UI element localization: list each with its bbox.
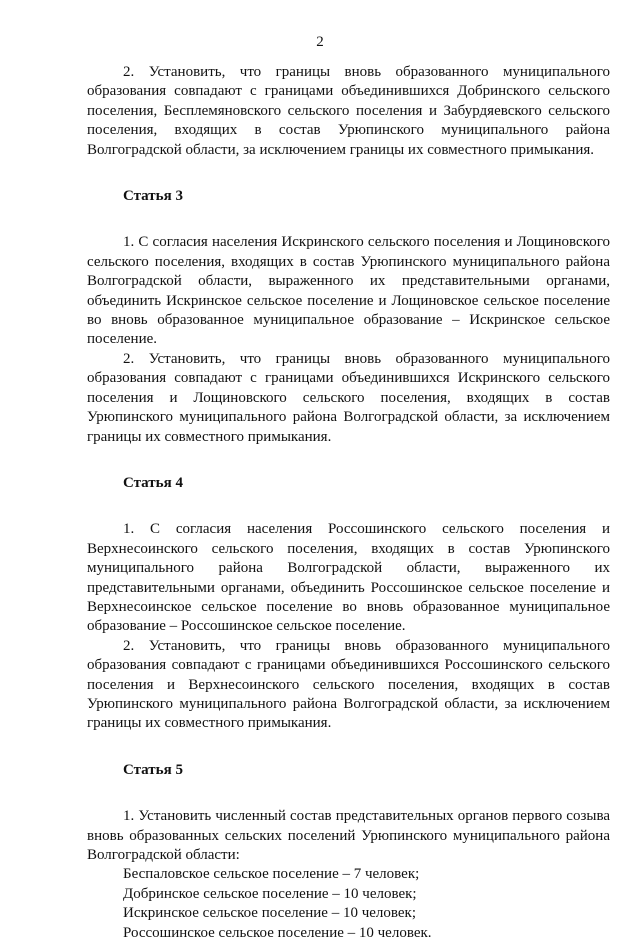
list-item-rossoshinskoe: Россошинское сельское поселение – 10 человек.: [123, 924, 432, 941]
document-body: [87, 63, 610, 943]
article-4-paragraph-1: 1. С согласия населения Россошинского сельского поселения и Верхнесоинского сельского поселения, входящих в состав Урюпинского муниципального района Волгоградской области, выраженного их представительными органами, объединить Россошинское сельское поселение и Верхнесоинское сельское поселение во вновь образованное муниципальное образование – Россошинское сельское поселение.: [87, 521, 610, 635]
page-number: 2: [316, 34, 324, 50]
article-3-heading: Статья 3: [123, 188, 183, 205]
list-item-iskrinskoe: Искринское сельское поселение – 10 человек;: [123, 905, 417, 922]
article-4-paragraph-2: 2. Установить, что границы вновь образованного муниципального образования совпадают с границами объединившихся Россошинского сельского поселения и Верхнесоинского сельского поселения, входящих в состав Урюпинского муниципального района Волгоградской области, за исключением границы их совместного примыкания.: [87, 637, 610, 732]
article-2-paragraph-2: 2. Установить, что границы вновь образованного муниципального образования совпадают с границами объединившихся Добринского сельского поселения, Бесплемяновского сельского поселения и Забурдяевского сельского поселения, входящих в состав Урюпинского муниципального района Волгоградской области, за исключением границы их совместного примыкания.: [87, 64, 610, 158]
article-5-paragraph-1: 1. Установить численный состав представительных органов первого созыва вновь образованных сельских поселений Урюпинского муниципального района Волгоградской области:: [87, 808, 610, 863]
article-4-heading: Статья 4: [123, 474, 183, 491]
article-3-paragraph-2: 2. Установить, что границы вновь образованного муниципального образования совпадают с границами объединившихся Искринского сельского поселения и Лощиновского сельского поселения, входящих в состав Урюпинского муниципального района Волгоградской области, за исключением границы их совместного примыкания.: [87, 350, 610, 445]
article-5-heading: Статья 5: [123, 761, 183, 778]
list-item-bespalovskoe: Беспаловское сельское поселение – 7 человек;: [123, 866, 420, 883]
list-item-dobrinskoe: Добринское сельское поселение – 10 человек;: [123, 885, 417, 902]
article-3-paragraph-1: 1. С согласия населения Искринского сельского поселения и Лощиновского сельского поселения, входящих в состав Урюпинского муниципального района Волгоградской области, выраженного их представительными органами, объединить Искринское сельское поселение и Лощиновское сельское поселение во вновь образованное муниципальное образование – Искринское сельское поселение.: [87, 234, 610, 348]
